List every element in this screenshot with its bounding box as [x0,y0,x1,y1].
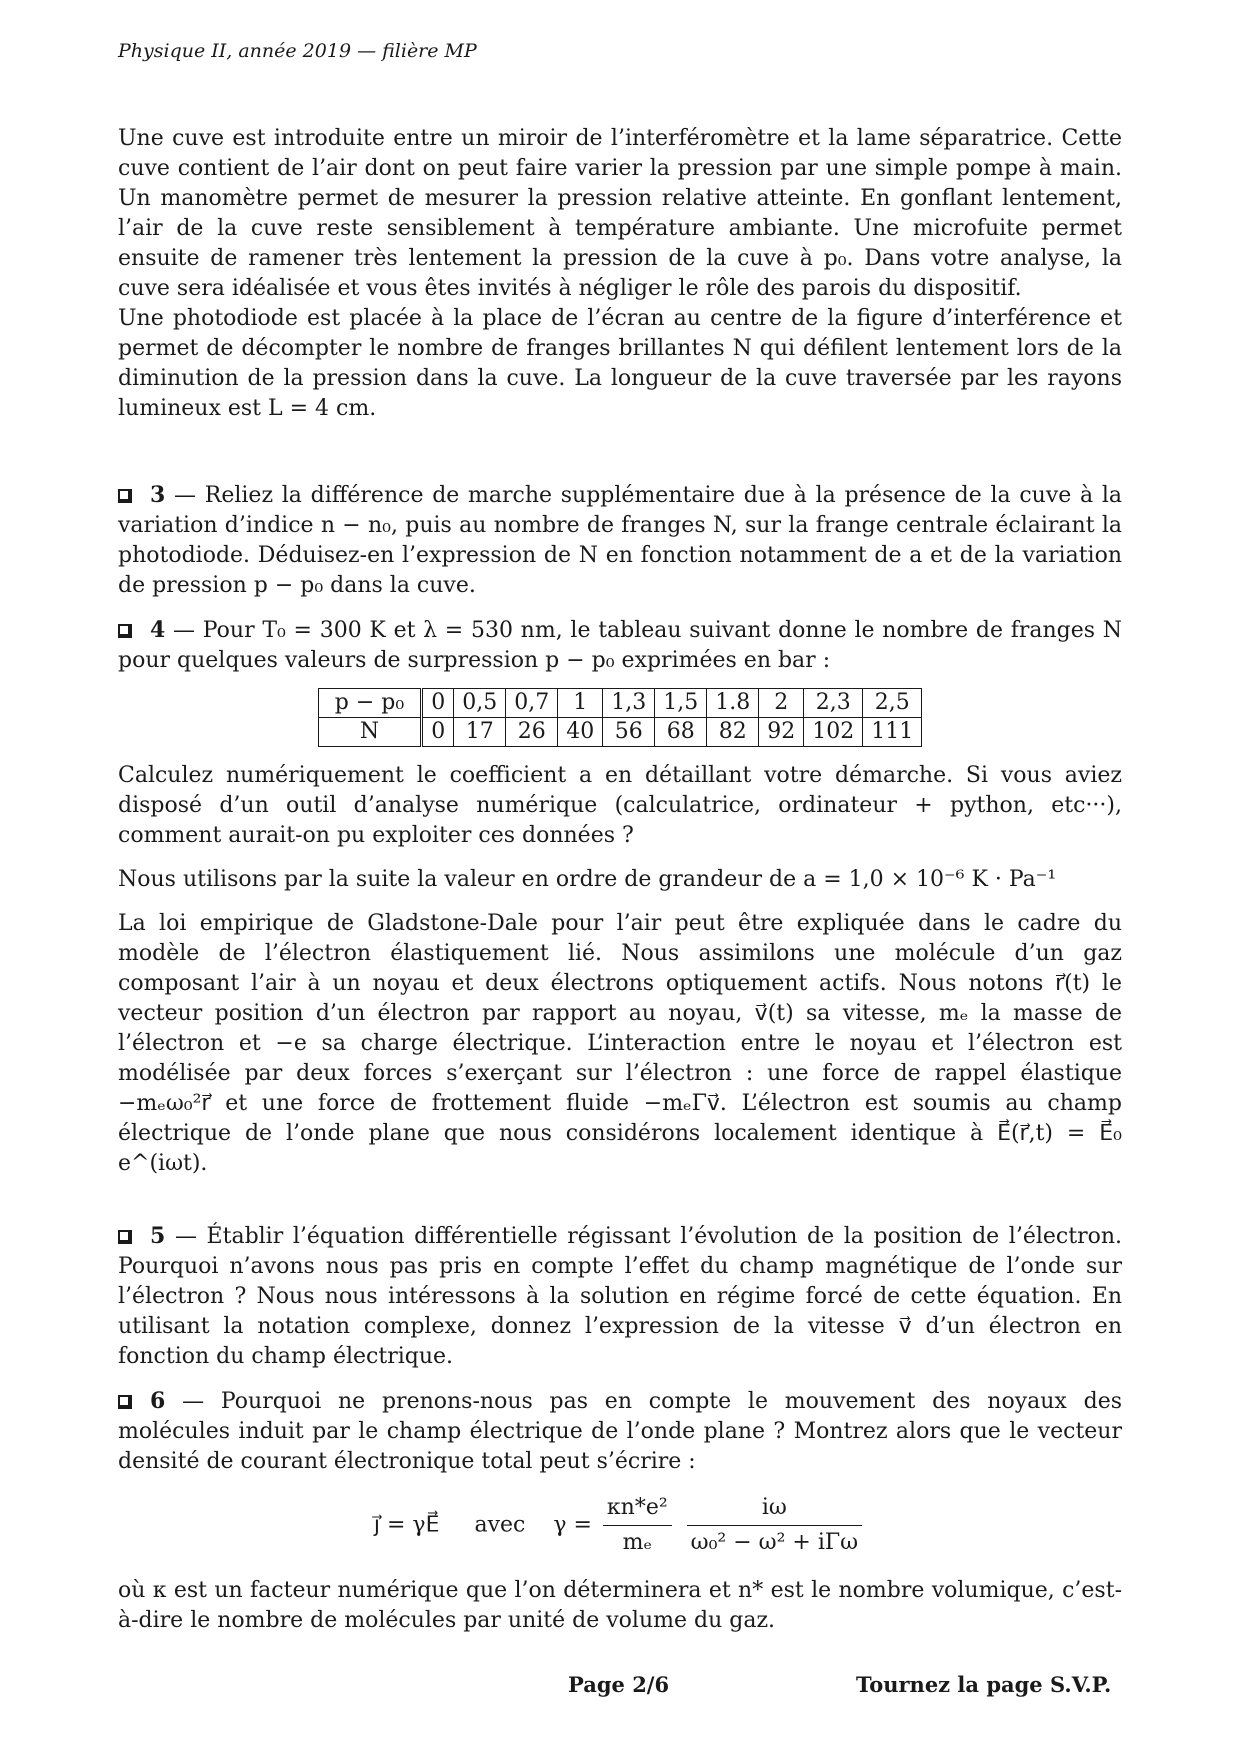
table-cell: 68 [655,718,707,747]
question-number: 6 [150,1388,166,1414]
fraction-numerator: iω [687,1493,862,1526]
fraction [687,1493,862,1558]
equation-lhs: j⃗ = γE⃗ [373,1512,440,1538]
table-cell: 26 [506,718,558,747]
spacer [118,851,1122,865]
running-header: Physique II, année 2019 — filière MP [118,40,477,62]
table-cell: 0,7 [506,689,558,718]
table-cell: 92 [759,718,804,747]
intro-paragraph-1: Une cuve est introduite entre un miroir de l’interféromètre et la lame séparatrice. Cette cuve contient de l’air dont on peut faire varier la pression par une simple pompe à main. Un manomètre permet de mesurer la pression relative atteinte. En gonflant lentement, l’air de la cuve reste sensiblement à température ambiante. Une microfuite permet ensuite de ramener très lentement la pression de la cuve à p₀. Dans votre analyse, la cuve sera idéalisée et vous êtes invités à négliger le rôle des parois du dispositif. [118,126,1122,301]
page-body [118,124,1122,1636]
checkbox-icon [118,1230,132,1244]
checkbox-icon [118,489,132,503]
equation-gamma: γ = [553,1512,592,1538]
table-cell: 1,3 [603,689,655,718]
table-row-pressure [318,689,921,718]
question-number: 5 [150,1223,166,1249]
intro-paragraph-2: Une photodiode est placée à la place de l’écran au centre de la figure d’interférence et permet de décompter le nombre de franges brillantes N qui défilent lentement lors de la diminution de la pression dans la cuve. La longueur de la cuve traversée par les rayons lumineux est L = 4 cm. [118,306,1122,421]
spacer [118,1207,1122,1221]
row-label: N [318,718,421,747]
table-cell: 2 [759,689,804,718]
row-label: p − p₀ [318,689,421,718]
table-cell: 111 [863,718,922,747]
spacer [118,1179,1122,1207]
table-cell: 1,5 [655,689,707,718]
table-cell: 40 [558,718,603,747]
table-cell: 1.8 [707,689,759,718]
spacer [118,601,1122,615]
fraction-denominator: mₑ [622,1530,652,1555]
spacer [118,424,1122,452]
fraction-denominator: ω₀² − ω² + iΓω [690,1530,859,1555]
table-row-fringes [318,718,921,747]
a-value-statement: Nous utilisons par la suite la valeur en ordre de grandeur de a = 1,0 × 10⁻⁶ K · Pa⁻¹ [118,867,1057,892]
model-paragraph: La loi empirique de Gladstone-Dale pour l’air peut être expliquée dans le cadre du modèle de l’électron élastiquement lié. Nous assimilons une molécule d’un gaz composant l’air à un noyau et deux électrons optiquement actifs. Nous notons r⃗(t) le vecteur position d’un électron par rapport au noyau, v⃗(t) sa vitesse, mₑ la masse de l’électron et −e sa charge électrique. L’interaction entre le noyau et l’électron est modélisée par deux forces s’exerçant sur l’électron : une force de rappel élastique −mₑω₀²r⃗ et une force de frottement fluide −mₑΓv⃗. L’électron est soumis au champ électrique de l’onde plane que nous considérons localement identique à E⃗(r⃗,t) = E⃗₀ e^(iωt). [118,911,1122,1176]
table-cell: 0,5 [454,689,506,718]
question-4-followup: Calculez numériquement le coefficient a en détaillant votre démarche. Si vous aviez disposé d’un outil d’analyse numérique (calculatrice, ordinateur + python, etc···), comment aurait-on pu exploiter ces données ? [118,763,1122,848]
fraction-numerator: κn*e² [603,1493,672,1526]
equation-avec: avec [474,1512,526,1538]
question-5 [118,1221,1122,1372]
fraction [603,1493,672,1558]
table-cell: 102 [804,718,863,747]
table-cell: 17 [454,718,506,747]
table-cell: 82 [707,718,759,747]
spacer [118,452,1122,480]
question-number: 3 [150,482,166,508]
question-number: 4 [150,617,166,643]
checkbox-icon [118,624,132,638]
turn-page-note: Tournez la page S.V.P. [856,1672,1112,1697]
question-4 [118,615,1122,676]
table-cell: 2,5 [863,689,922,718]
spacer [118,895,1122,909]
table-cell: 1 [558,689,603,718]
question-text: — Établir l’équation différentielle régissant l’évolution de la position de l’électron. Pourquoi n’avons nous pas pris en compte l’effet du champ magnétique de l’onde sur l’électron ? Nous nous intéressons à la solution en régime forcé de cette équation. En utilisant la notation complexe, donnez l’expression de la vitesse v⃗ d’un électron en fonction du champ électrique. [118,1224,1122,1369]
current-density-equation [118,1493,1122,1558]
fringe-count-table [318,688,922,747]
table-cell: 2,3 [804,689,863,718]
page-number: Page 2/6 [568,1672,670,1697]
question-6 [118,1386,1122,1477]
table-cell: 0 [422,689,454,718]
table-cell: 56 [603,718,655,747]
question-text: — Pour T₀ = 300 K et λ = 530 nm, le tableau suivant donne le nombre de franges N pour quelques valeurs de surpression p − p₀ exprimées en bar : [118,618,1122,673]
table-cell: 0 [422,718,454,747]
question-3 [118,480,1122,601]
question-6-followup: où κ est un facteur numérique que l’on déterminera et n* est le nombre volumique, c’est-à-dire le nombre de molécules par unité de volume du gaz. [118,1578,1122,1633]
question-text: — Reliez la différence de marche supplémentaire due à la présence de la cuve à la variation d’indice n − n₀, puis au nombre de franges N, sur la frange centrale éclairant la photodiode. Déduisez-en l’expression de N en fonction notamment de a et de la variation de pression p − p₀ dans la cuve. [118,483,1122,598]
question-text: — Pourquoi ne prenons-nous pas en compte le mouvement des noyaux des molécules induit par le champ électrique de l’onde plane ? Montrez alors que le vecteur densité de courant électronique total peut s’écrire : [118,1389,1122,1474]
spacer [118,1372,1122,1386]
checkbox-icon [118,1395,132,1409]
